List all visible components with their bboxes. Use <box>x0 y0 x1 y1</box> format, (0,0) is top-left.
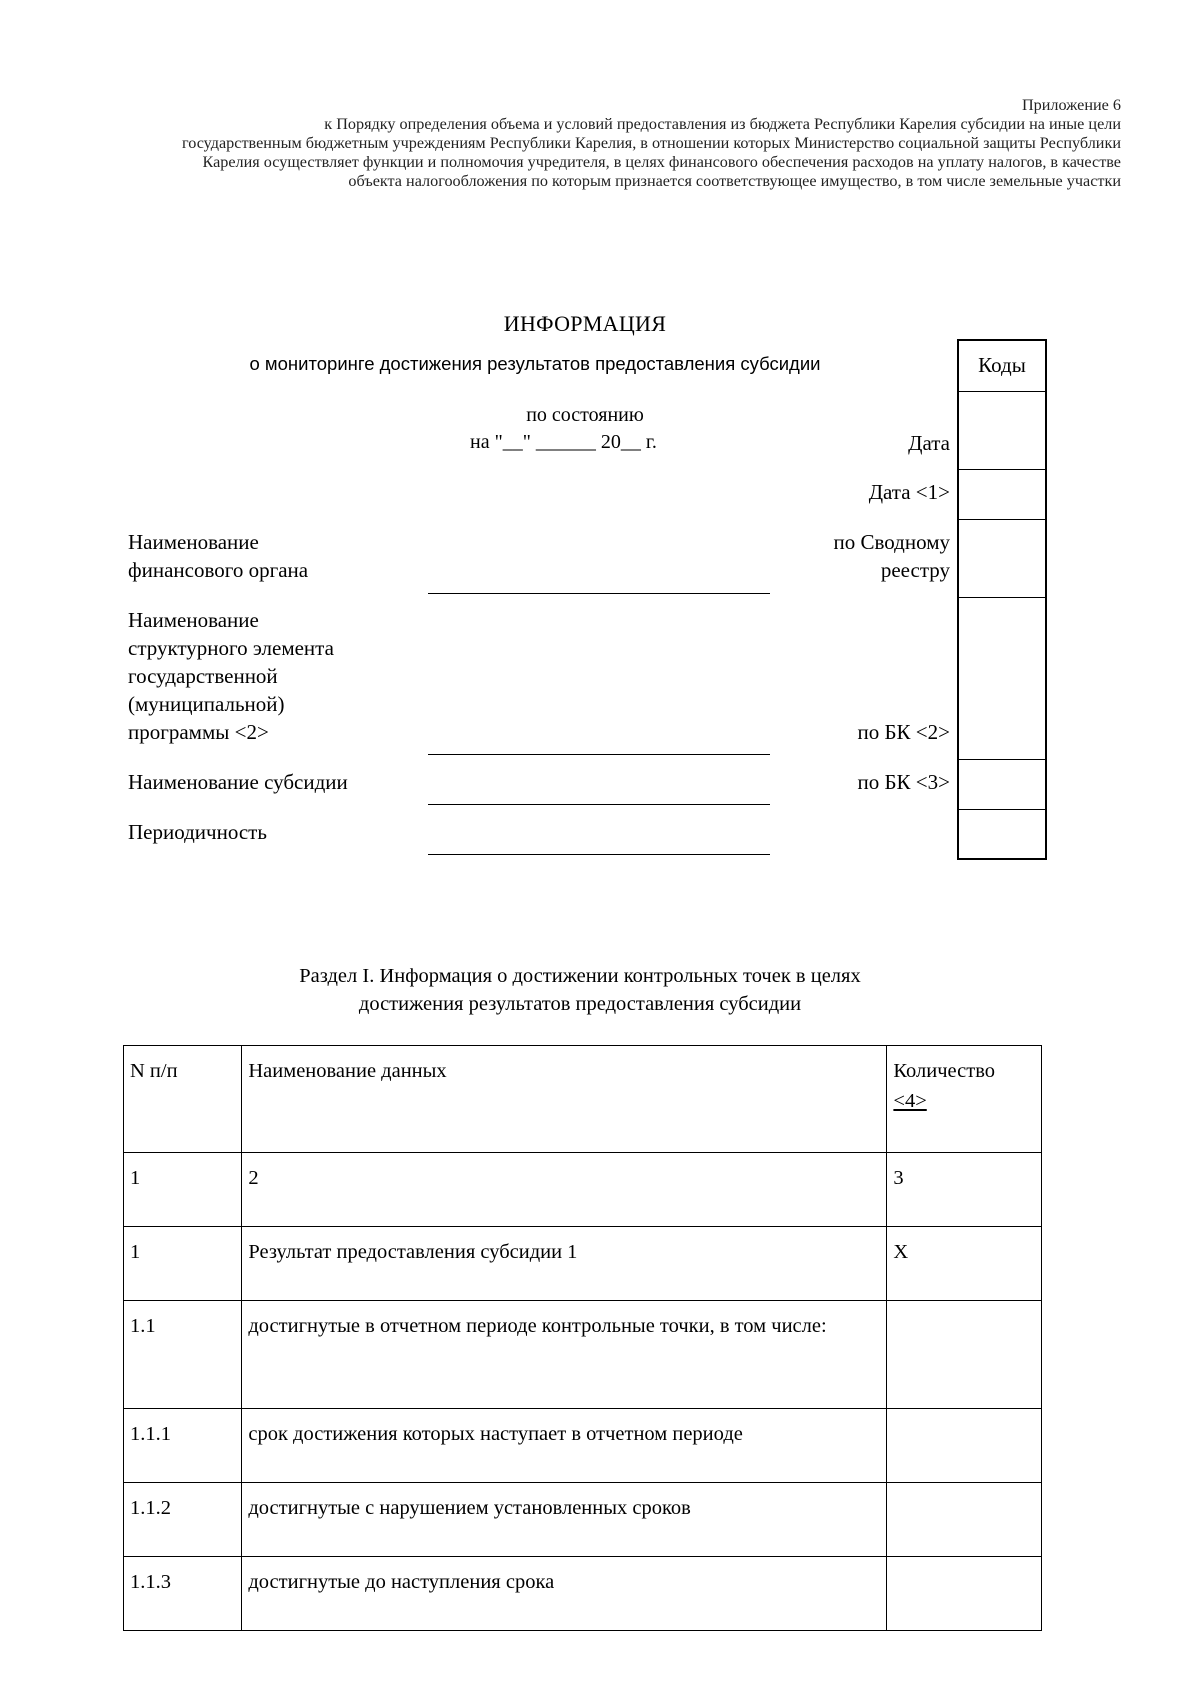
table-row <box>124 1557 1042 1631</box>
code-cell-svod[interactable] <box>959 519 1045 597</box>
cell-quantity[interactable] <box>887 1483 1042 1557</box>
cell-quantity[interactable] <box>887 1557 1042 1631</box>
table-row <box>124 1301 1042 1409</box>
codes-header: Коды <box>978 353 1026 377</box>
section-heading-line: Раздел I. Информация о достижении контрольных точек в целях <box>299 965 861 987</box>
form-title: ИНФОРМАЦИЯ <box>503 311 667 336</box>
cell-quantity[interactable] <box>887 1409 1042 1483</box>
subsidy-input-line[interactable] <box>428 804 770 805</box>
bk2-label: по БК <2> <box>857 720 950 744</box>
cell-name: срок достижения которых наступает в отчетном периоде <box>242 1409 887 1483</box>
appendix-line: государственным бюджетным учреждениям Республики Карелия, в отношении которых Министерство социальной защиты Республики <box>181 134 1121 152</box>
status-date: на "__" ______ 20__ г. <box>470 431 657 453</box>
fin-label-1: Наименование <box>128 530 259 554</box>
appendix-line: Карелия осуществляет функции и полномочия учредителя, в целях финансового обеспечения расходов на уплату налогов, в качестве <box>202 153 1121 171</box>
period-input-line[interactable] <box>428 854 770 855</box>
struct-label-4: (муниципальной) <box>128 692 285 716</box>
footnote-4-link[interactable]: <4> <box>893 1090 927 1112</box>
cell-name: достигнутые до наступления срока <box>242 1557 887 1631</box>
header-cell-name: Наименование данных <box>242 1046 887 1153</box>
cell-number: 1 <box>124 1227 242 1301</box>
cell-quantity: X <box>887 1227 1042 1301</box>
svod-label-1: по Сводному <box>833 530 950 554</box>
struct-label-5: программы <2> <box>128 720 269 744</box>
struct-input-line[interactable] <box>428 754 770 755</box>
cell-name: достигнутые с нарушением установленных сроков <box>242 1483 887 1557</box>
fin-input-line[interactable] <box>428 593 770 594</box>
cell-number: 1.1 <box>124 1301 242 1409</box>
cell-number: 1.1.2 <box>124 1483 242 1557</box>
cell-quantity[interactable] <box>887 1301 1042 1409</box>
bk3-label: по БК <3> <box>857 770 950 794</box>
codes-box <box>957 339 1047 860</box>
cell-name: достигнутые в отчетном периоде контрольные точки, в том числе: <box>242 1301 887 1409</box>
struct-label-2: структурного элемента <box>128 636 334 660</box>
code-cell-bk3[interactable] <box>959 759 1045 809</box>
subsidy-label: Наименование субсидии <box>128 770 348 794</box>
appendix-title: Приложение 6 <box>1021 96 1121 114</box>
section-heading-line: достижения результатов предоставления субсидии <box>358 993 802 1015</box>
appendix-line: объекта налогообложения по которым признается соответствующее имущество, в том числе земельные участки <box>348 172 1121 190</box>
header-cell-quantity <box>887 1046 1042 1153</box>
cell-name: Результат предоставления субсидии 1 <box>242 1227 887 1301</box>
header-cell-number: N п/п <box>124 1046 242 1153</box>
table-row <box>124 1153 1042 1227</box>
form-subtitle: о мониторинге достижения результатов предоставления субсидии <box>249 353 821 374</box>
fin-label-2: финансового органа <box>128 558 309 582</box>
cell-quantity: 3 <box>887 1153 1042 1227</box>
control-points-table <box>123 1045 1042 1631</box>
appendix-header <box>40 96 1121 191</box>
section-heading <box>150 962 1010 1018</box>
code-cell-date1[interactable] <box>959 469 1045 519</box>
code-cell-period[interactable] <box>959 809 1045 858</box>
period-label: Периодичность <box>128 820 267 844</box>
code-cell-bk2[interactable] <box>959 597 1045 759</box>
appendix-line: к Порядку определения объема и условий предоставления из бюджета Республики Карелия субсидии на иные цели <box>324 115 1121 133</box>
date-label: Дата <box>908 431 950 455</box>
struct-label-1: Наименование <box>128 608 259 632</box>
status-label: по состоянию <box>526 404 644 426</box>
cell-name: 2 <box>242 1153 887 1227</box>
quantity-header-text: Количество <box>893 1060 995 1082</box>
table-row <box>124 1409 1042 1483</box>
cell-number: 1 <box>124 1153 242 1227</box>
struct-label-3: государственной <box>128 664 278 688</box>
cell-number: 1.1.1 <box>124 1409 242 1483</box>
table-row <box>124 1483 1042 1557</box>
code-cell-date[interactable] <box>959 391 1045 469</box>
cell-number: 1.1.3 <box>124 1557 242 1631</box>
date1-label: Дата <1> <box>868 480 950 504</box>
table-row <box>124 1227 1042 1301</box>
svod-label-2: реестру <box>880 558 950 582</box>
table-header-row <box>124 1046 1042 1153</box>
